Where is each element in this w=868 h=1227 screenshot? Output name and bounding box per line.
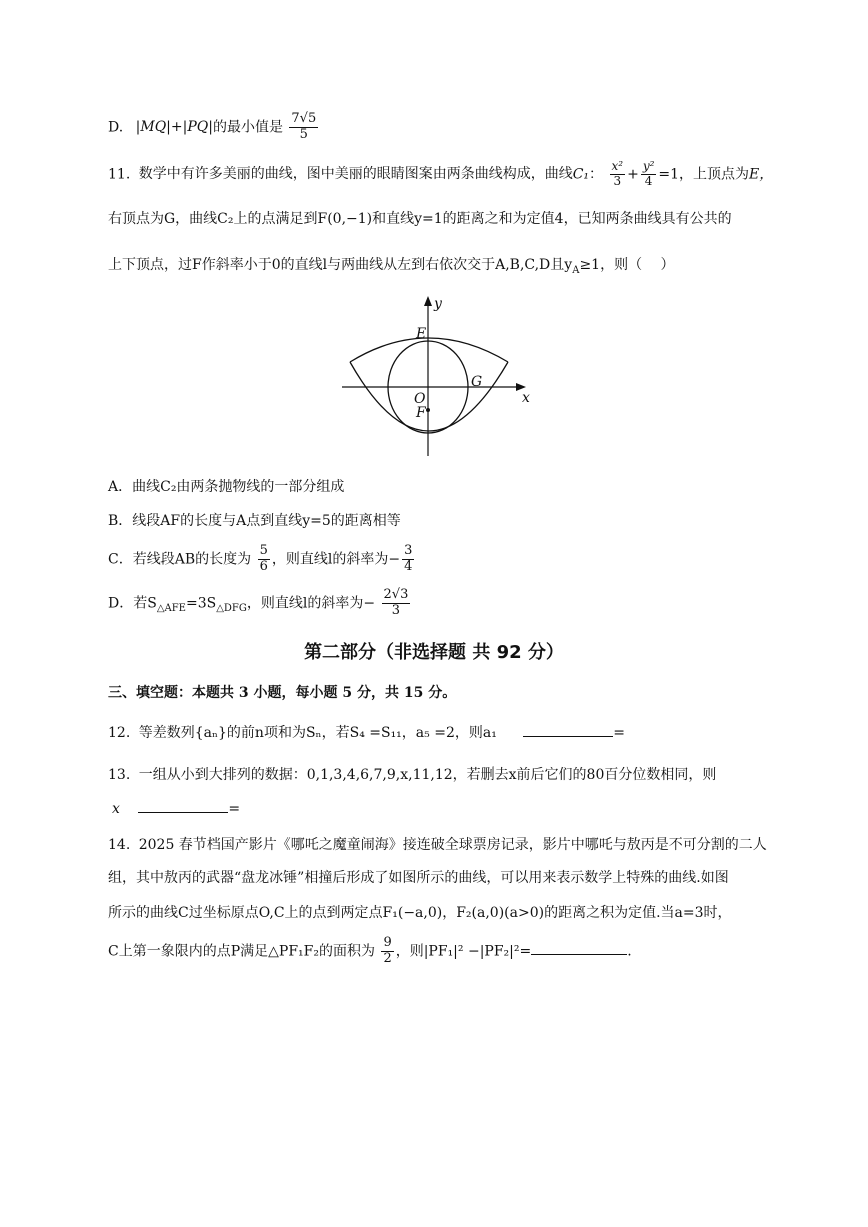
q11-line3-sub: A: [572, 264, 580, 276]
q11-eq-one: =1，上顶点为: [658, 166, 750, 183]
q11-option-c-num2: 3: [404, 543, 413, 558]
q11-option-c-den2: 4: [404, 558, 413, 574]
q11-option-c-mid: ，则直线l的斜率为−: [271, 551, 401, 568]
q14-line4: [108, 936, 632, 967]
q14-line4-frac: [381, 936, 393, 967]
y-axis-label: y: [434, 296, 442, 312]
q14-line4-pre: C上第一象限内的点P满足△PF₁F₂的面积为: [108, 943, 375, 960]
q11-option-c-frac1: [258, 544, 270, 575]
q11-frac1: [610, 160, 626, 189]
q11-number: 11.: [108, 166, 131, 183]
q11-frac2-den: 4: [644, 173, 653, 188]
q11-curve-name: C₁: [572, 166, 590, 183]
q14-line4-num: 9: [383, 935, 392, 950]
q11-option-d-den: 3: [391, 602, 401, 618]
q14-line3: 所示的曲线C过坐标原点O,C上的点到两定点F₁(−a,0)，F₂(a,0)(a>0)的距离之积为定值.当a=3时，: [108, 905, 732, 921]
q14-line4-den: 2: [383, 950, 392, 966]
e-point-label: E: [416, 326, 427, 342]
x-axis-label: x: [522, 390, 530, 406]
q11-frac1-num: x²: [611, 159, 624, 173]
q11-line3: [108, 254, 675, 276]
q13-line2-var: x: [112, 801, 120, 817]
g-point-label: G: [471, 374, 483, 390]
q14-line2: 组，其中敖丙的武器“盘龙冰锤”相撞后形成了如图所示的曲线，可以用来表示数学上特殊的曲线.如图: [108, 870, 729, 886]
o-point-label: O: [414, 391, 426, 407]
q11-option-d-sub2: △DFG: [216, 603, 247, 615]
q10-option-d-text: 的最小值是: [212, 119, 283, 136]
q11-option-d: [108, 588, 412, 619]
curve-c2-lower: [350, 362, 508, 431]
q11-line1: [108, 160, 773, 189]
q11-line1-text: 数学中有许多美丽的曲线，图中美丽的眼睛图案由两条曲线构成，曲线: [138, 166, 573, 183]
q12: [108, 722, 625, 742]
q10-option-d-expr: |MQ|+|PQ|: [135, 119, 213, 136]
q11-option-c: [108, 544, 416, 575]
q11-line2: 右顶点为G，曲线C₂上的点满足到F(0,−1)和直线y=1的距离之和为定值4，已知两条曲线具有公共的: [108, 211, 732, 227]
q10-option-d-fraction: [289, 112, 318, 143]
q14-number: 14.: [108, 837, 131, 853]
q12-number: 12.: [108, 725, 131, 741]
q11-option-d-frac: [382, 588, 411, 619]
q13-end: =: [228, 801, 241, 817]
q11-plus: +: [627, 166, 639, 183]
q14-line1-text: 2025 春节档国产影片《哪吒之魔童闹海》接连破全球票房记录，影片中哪吒与敖丙是不可分割的二人: [138, 837, 767, 853]
q11-frac2-num: y²: [642, 159, 655, 173]
q11-option-c-den: 6: [259, 558, 268, 574]
q13-text: 一组从小到大排列的数据：0,1,3,4,6,7,9,x,11,12，若删去x前后它们的80百分位数相同，则: [138, 767, 717, 783]
q12-text: 等差数列{aₙ}的前n项和为Sₙ，若S₄ =S₁₁，a₅ =2，则a₁: [138, 725, 497, 741]
q11-option-d-mid2: ，则直线l的斜率为−: [246, 595, 376, 612]
q11-option-d-num: 2√3: [383, 587, 409, 602]
q14-line4-end: .: [627, 943, 632, 960]
q11-option-c-frac2: [402, 544, 414, 575]
q11-option-c-num: 5: [259, 543, 268, 558]
q13-line2: [112, 800, 240, 817]
q10-option-d-label: D.: [108, 119, 124, 136]
q11-option-d-pre: D．若S: [108, 595, 157, 612]
q11-option-a: A．曲线C₂由两条抛物线的一部分组成: [108, 479, 345, 495]
q14-line4-post: ，则|PF₁|² −|PF₂|²=: [395, 943, 532, 960]
q12-answer-blank[interactable]: [523, 724, 613, 737]
q10-option-d-num: 7√5: [291, 111, 317, 126]
q13-answer-blank[interactable]: [138, 800, 228, 813]
q11-line3-text: 上下顶点，过F作斜率小于0的直线l与两曲线从左到右依次交于A,B,C,D且y: [108, 257, 573, 273]
q11-option-d-sub1: △AFE: [156, 603, 186, 615]
y-axis-arrow-icon: [424, 296, 432, 306]
q10-option-d: [108, 112, 320, 143]
q11-colon: ：: [589, 166, 604, 183]
q11-option-b: B．线段AF的长度与A点到直线y=5的距离相等: [108, 513, 401, 529]
section3-heading: 三、填空题：本题共 3 小题，每小题 5 分，共 15 分。: [108, 685, 457, 701]
q11-e-label: E，: [749, 166, 774, 183]
q13-number: 13.: [108, 767, 131, 783]
q14-answer-blank[interactable]: [531, 942, 627, 955]
q11-frac2: [641, 160, 657, 189]
point-f: [426, 408, 430, 412]
q11-frac1-den: 3: [613, 173, 622, 188]
q11-line3-end: ≥1，则（ ）: [579, 257, 675, 273]
q10-option-d-den: 5: [299, 126, 308, 142]
q11-option-c-pre: C．若线段AB的长度为: [108, 551, 252, 568]
q14-line1: [108, 834, 767, 854]
q12-end: =: [613, 725, 625, 741]
q11-option-d-mid: =3S: [185, 595, 217, 612]
part2-title: 第二部分（非选择题 共 92 分）: [304, 642, 564, 663]
eye-curve-figure: [330, 290, 540, 462]
f-point-label: F: [416, 405, 426, 421]
q13-line1: [108, 764, 716, 784]
